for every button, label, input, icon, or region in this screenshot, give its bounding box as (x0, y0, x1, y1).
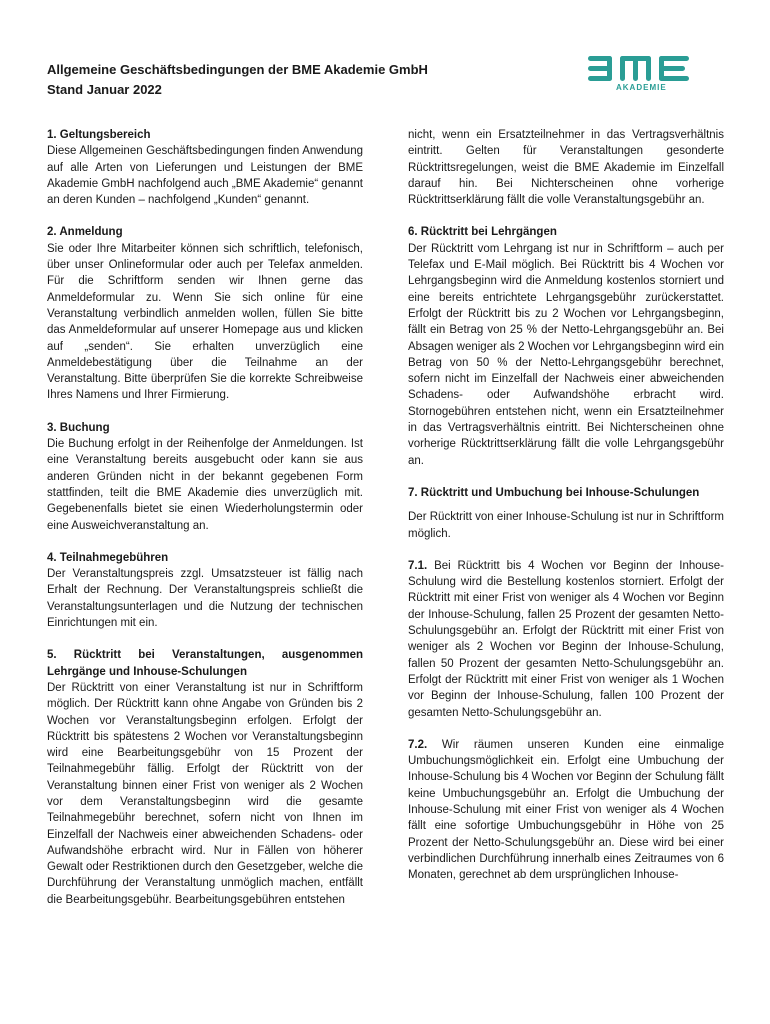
right-column (408, 127, 724, 883)
section-text-inhouse-schulungen: Der Rücktritt von einer Inhouse-Schulung ist nur in Schriftform möglich. (408, 511, 724, 540)
section-heading-buchung: 3. Buchung (47, 421, 110, 434)
subsection-7-2-number: 7.2. (408, 738, 428, 751)
document-title: Allgemeine Geschäftsbedingungen der BME Akademie GmbH (47, 62, 428, 77)
subsection-7-1 (408, 558, 724, 721)
subsection-7-1-number: 7.1. (408, 559, 428, 572)
left-column (47, 127, 363, 908)
logo-subtitle: AKADEMIE (616, 83, 667, 92)
section-heading-inhouse-schulungen: 7. Rücktritt und Umbuchung bei Inhouse-Schulungen (408, 486, 700, 499)
subsection-7-2-text: Wir räumen unseren Kunden eine einmalige Umbuchungsmöglichkeit ein. Erfolgt eine Umbuchung der Inhouse-Schulung bis 4 Wochen vor Beginn der Schulung fällt keine Umbuchungsgebühr an. Erfolgt die Umbuchung der Inhouse-Schulung mit einer Frist von weniger als 4 Wochen fällt eine sofortige Umbuchungsgebühr in Höhe von 25 Prozent der Netto-Schulungsgebühr an. Diese wird bei einer verbindlichen Durchführung innerhalb eines Zeitraumes von 6 Monaten, gerechnet ab dem ursprünglichen Inhouse- (408, 738, 724, 882)
section-heading-teilnahmegebuehren: 4. Teilnahmegebühren (47, 551, 169, 564)
section-text-ruecktritt-lehrgaenge: Der Rücktritt vom Lehrgang ist nur in Schriftform – auch per Telefax und E-Mail möglich. Bei Rücktritt bis 4 Wochen vor Lehrgangsbeginn wird die Anmeldung kostenlos storniert und eine bereits entrichtete Lehrgangsgebühr zurückerstattet. Erfolgt der Rücktritt bis zu 2 Wochen vor Lehrgangsbeginn, fällt ein Betrag von 25 % der Netto-Lehrgangsgebühr an. Bei Absagen weniger als 2 Wochen vor Lehrgangsbeginn wird ein Betrag von 50 % der Netto-Lehrgangsgebühr berechnet, sofern nicht im Einzelfall der Nachweis einer abweichenden Schadens- oder Aufwandshöhe erbracht wird. Stornogebühren entstehen nicht, wenn ein Ersatzteilnehmer in das Vertragsverhältnis eintritt. Bei Nichterscheinen ohne vorherige Rücktrittserklärung fällt die volle Lehrgangsgebühr an. (408, 242, 724, 467)
section-text-teilnahmegebuehren: Der Veranstaltungspreis zzgl. Umsatzsteuer ist fällig nach Erhalt der Rechnung. Der Veranstaltungspreis schließt die Veranstaltungsunterlagen und die Nutzung der technischen Einrichtungen mit ein. (47, 568, 363, 630)
document-header (47, 60, 428, 100)
document-date: Stand Januar 2022 (47, 82, 162, 97)
section-heading-ruecktritt-lehrgaenge: 6. Rücktritt bei Lehrgängen (408, 226, 557, 239)
section-text-buchung: Die Buchung erfolgt in der Reihenfolge der Anmeldungen. Ist eine Veranstaltung bereits ausgebucht oder kann sie aus anderen Gründen nicht in der bekannt gegebenen Form stattfinden, teilt die BME Akademie dies unverzüglich mit. Gegebenenfalls bietet sie einen Wiederholungstermin oder eine Ausweichveranstaltung an. (47, 438, 363, 532)
section-heading-anmeldung: 2. Anmeldung (47, 226, 123, 239)
section-heading-geltungsbereich: 1. Geltungsbereich (47, 129, 151, 141)
subsection-7-2 (408, 737, 724, 884)
section-heading-ruecktritt-veranstaltungen: 5. Rücktritt bei Veranstaltungen, ausgenommen Lehrgänge und Inhouse-Schulungen (47, 649, 363, 678)
bme-akademie-logo (586, 54, 696, 94)
subsection-7-1-text: Bei Rücktritt bis 4 Wochen vor Beginn der Inhouse-Schulung wird die Bestellung kostenlos storniert. Erfolgt der Rücktritt mit einer Frist von weniger als 4 Wochen vor Beginn der Inhouse-Schulung, fallen 25 Prozent der gesamten Netto-Schulungsgebühr an. Erfolgt der Rücktritt mit einer Frist von weniger als 2 Wochen vor Beginn der Inhouse-Schulung, fallen 50 Prozent der gesamten Netto-Schulungsgebühr an. Erfolgt der Rücktritt mit einer Frist von weniger als 1 Wochen vor Beginn der Inhouse-Schulung, fallen 100 Prozent der gesamten Netto-Schulungsgebühr an. (408, 559, 724, 719)
section-text-ruecktritt-veranstaltungen: Der Rücktritt von einer Veranstaltung ist nur in Schriftform möglich. Der Rücktritt kann ohne Angabe von Gründen bis 2 Wochen vor Veranstaltungsbeginn erfolgen. Erfolgt der Rücktritt bis spätestens 2 Wochen vor Veranstaltungsbeginn wird eine Bearbeitungsgebühr von 15 Prozent der Teilnahmegebühr fällig. Erfolgt der Rücktritt von der Veranstaltung binnen einer Frist von weniger als 2 Wochen vor dem Veranstaltungsbeginn wird die gesamte Teilnahmegebühr berechnet, sofern nicht von Ihnen im Einzelfall der Nachweis einer abweichenden Schadens- oder Aufwandshöhe erbracht wird. Nur in Fällen von höherer Gewalt oder Restriktionen durch den Gesetzgeber, welche die Durchführung der Veranstaltung unmöglich machen, entfällt die Bearbeitungsgebühr. Bearbeitungsgebühren entstehen (47, 681, 363, 906)
section-text-ruecktritt-veranstaltungen-continued: nicht, wenn ein Ersatzteilnehmer in das Vertragsverhältnis eintritt. Gelten für Veranstaltungen gesonderte Rücktrittsregelungen, weist die BME Akademie im Einzelfall darauf hin. Bei Nichterscheinen ohne vorherige Rücktrittserklärung fällt die volle Veranstaltungsgebühr an. (408, 129, 724, 207)
section-text-geltungsbereich: Diese Allgemeinen Geschäftsbedingungen finden Anwendung auf alle Arten von Lieferungen und Leistungen der BME Akademie GmbH nachfolgend auch „BME Akademie“ genannt an deren Kunden – nachfolgend „Kunden“ genannt. (47, 145, 363, 207)
section-text-anmeldung: Sie oder Ihre Mitarbeiter können sich schriftlich, telefonisch, über unser Onlineformular oder auch per Telefax anmelden. Für die Schriftform senden wir Ihnen gerne das Anmeldeformular zu. Wenn Sie sich online für eine Veranstaltung verbindlich anmelden wollen, füllen Sie bitte das Anmeldeformular auf unserer Homepage aus und klicken auf „senden“. Sie erhalten unverzüglich eine Anmeldebestätigung über die Teilnahme an der Veranstaltung. Bitte überprüfen Sie die korrekte Schreibweise Ihres Namens und Ihrer Firmierung. (47, 242, 363, 402)
